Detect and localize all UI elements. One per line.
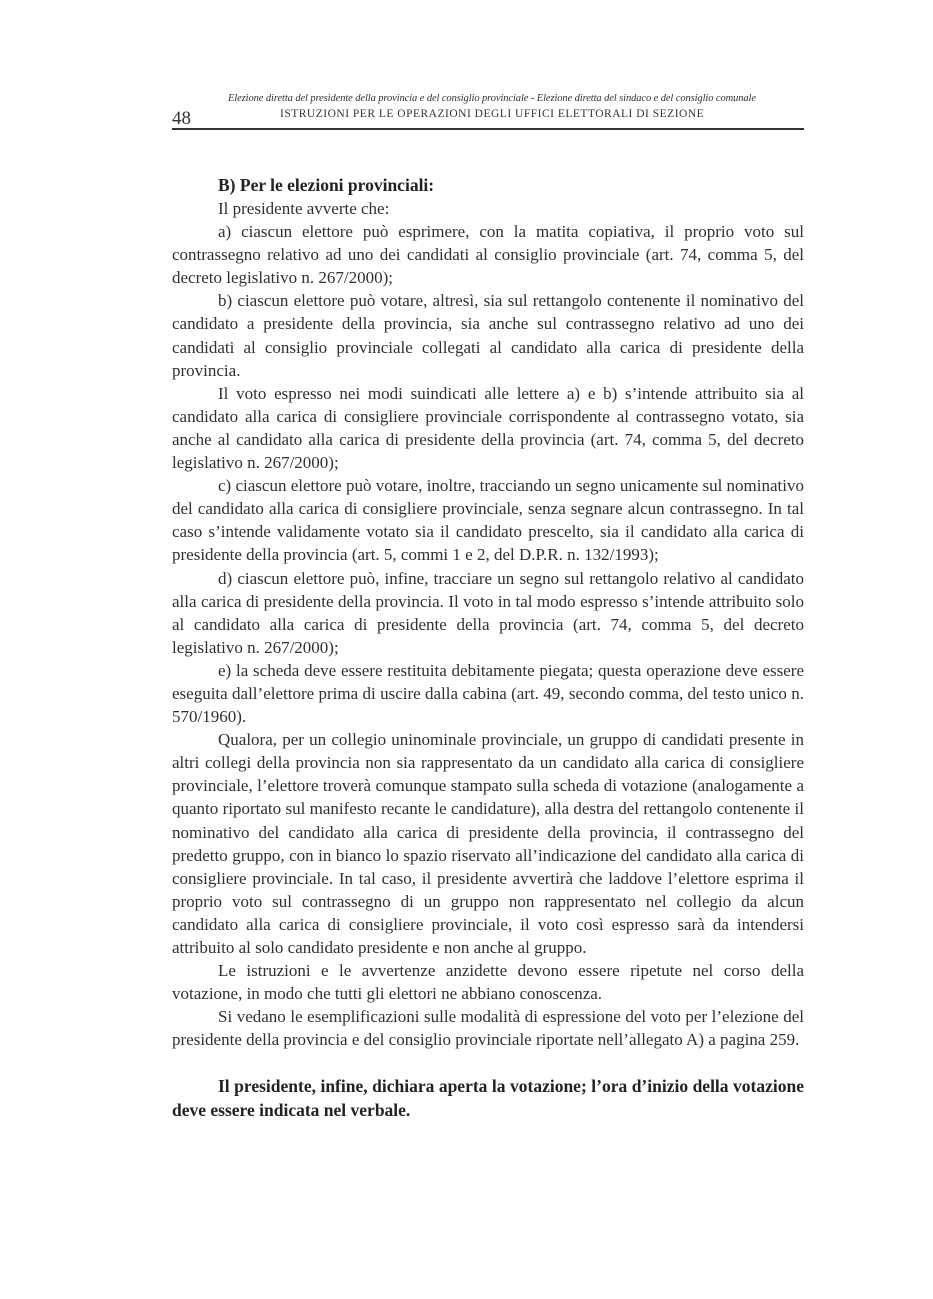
- paragraph-e: e) la scheda deve essere restituita debitamente piegata; questa operazione deve essere eseguita dall’elettore prima di uscire dalla cabina (art. 49, secondo comma, del testo unico n. 570/1960).: [172, 660, 804, 727]
- paragraph-c: c) ciascun elettore può votare, inoltre, tracciando un segno unicamente sul nominativo del candidato alla carica di consigliere provinciale, senza segnare alcun contrassegno. In tal caso s’intende validamente votato sia il candidato prescelto, sia il candidato alla carica di presidente della provincia (art. 5, commi 1 e 2, del D.P.R. n. 132/1993);: [172, 476, 804, 565]
- header-rule: [172, 128, 804, 130]
- paragraph-qualora: Qualora, per un collegio uninominale provinciale, un gruppo di candidati presente in altri collegi della provincia non sia rappresentato da un candidato alla carica di consigliere provinciale, l’elettore troverà comunque stampato sulla scheda di votazione (analogamente a quanto riportato sul manifesto recante le candidature), alla destra del rettangolo contenente il nominativo del candidato alla carica di presidente della provincia, il contrassegno del predetto gruppo, con in bianco lo spazio riservato all’indicazione del candidato alla carica di consigliere provinciale. In tal caso, il presidente avvertirà che laddove l’elettore esprima il proprio voto sul contrassegno di un gruppo non rappresentato nel collegio da alcun candidato alla carica di consigliere provinciale, il voto così espresso sarà da intendersi attribuito al solo candidato presidente e non anche al gruppo.: [172, 730, 804, 957]
- running-title: Elezione diretta del presidente della provincia e del consiglio provinciale - Elezione diretta del sindaco e del consiglio comunale: [228, 93, 756, 104]
- body-text: [172, 174, 804, 1122]
- paragraph-esemplificazioni: Si vedano le esemplificazioni sulle modalità di espressione del voto per l’elezione del presidente della provincia e del consiglio provinciale riportate nell’allegato A) a pagina 259.: [172, 1007, 804, 1050]
- paragraph-intro: Il presidente avverte che:: [218, 199, 390, 218]
- subheading: B) Per le elezioni provinciali:: [218, 175, 435, 195]
- paragraph-voto-espresso: Il voto espresso nei modi suindicati alle lettere a) e b) s’intende attribuito sia al candidato alla carica di consigliere provinciale corrispondente al contrassegno votato, sia anche al candidato alla carica di presidente della provincia (art. 74, comma 5, del decreto legislativo n. 267/2000);: [172, 383, 804, 473]
- page-number: 48: [172, 108, 191, 129]
- paragraph-istruzioni: Le istruzioni e le avvertenze anzidette devono essere ripetute nel corso della votazione, in modo che tutti gli elettori ne abbiano conoscenza.: [172, 961, 804, 1004]
- closing-statement: Il presidente, infine, dichiara aperta la votazione; l’ora d’inizio della votazione deve essere indicata nel verbale.: [172, 1076, 804, 1121]
- paragraph-d: d) ciascun elettore può, infine, tracciare un segno sul rettangolo relativo al candidato alla carica di presidente della provincia. Il voto in tal modo espresso s’intende attribuito solo al candidato alla carica di presidente della provincia (art. 74, comma 5, del decreto legislativo n. 267/2000);: [172, 568, 804, 657]
- section-title: ISTRUZIONI PER LE OPERAZIONI DEGLI UFFICI ELETTORALI DI SEZIONE: [280, 108, 705, 120]
- paragraph-a: a) ciascun elettore può esprimere, con la matita copiativa, il proprio voto sul contrassegno relativo ad uno dei candidati al consiglio provinciale (art. 74, comma 5, del decreto legislativo n. 267/2000);: [172, 222, 804, 288]
- paragraph-b: b) ciascun elettore può votare, altresì, sia sul rettangolo contenente il nominativo del candidato a presidente della provincia, sia anche sul contrassegno relativo ad uno dei candidati al consiglio provinciale collegati al candidato alla carica di presidente della provincia.: [172, 291, 804, 380]
